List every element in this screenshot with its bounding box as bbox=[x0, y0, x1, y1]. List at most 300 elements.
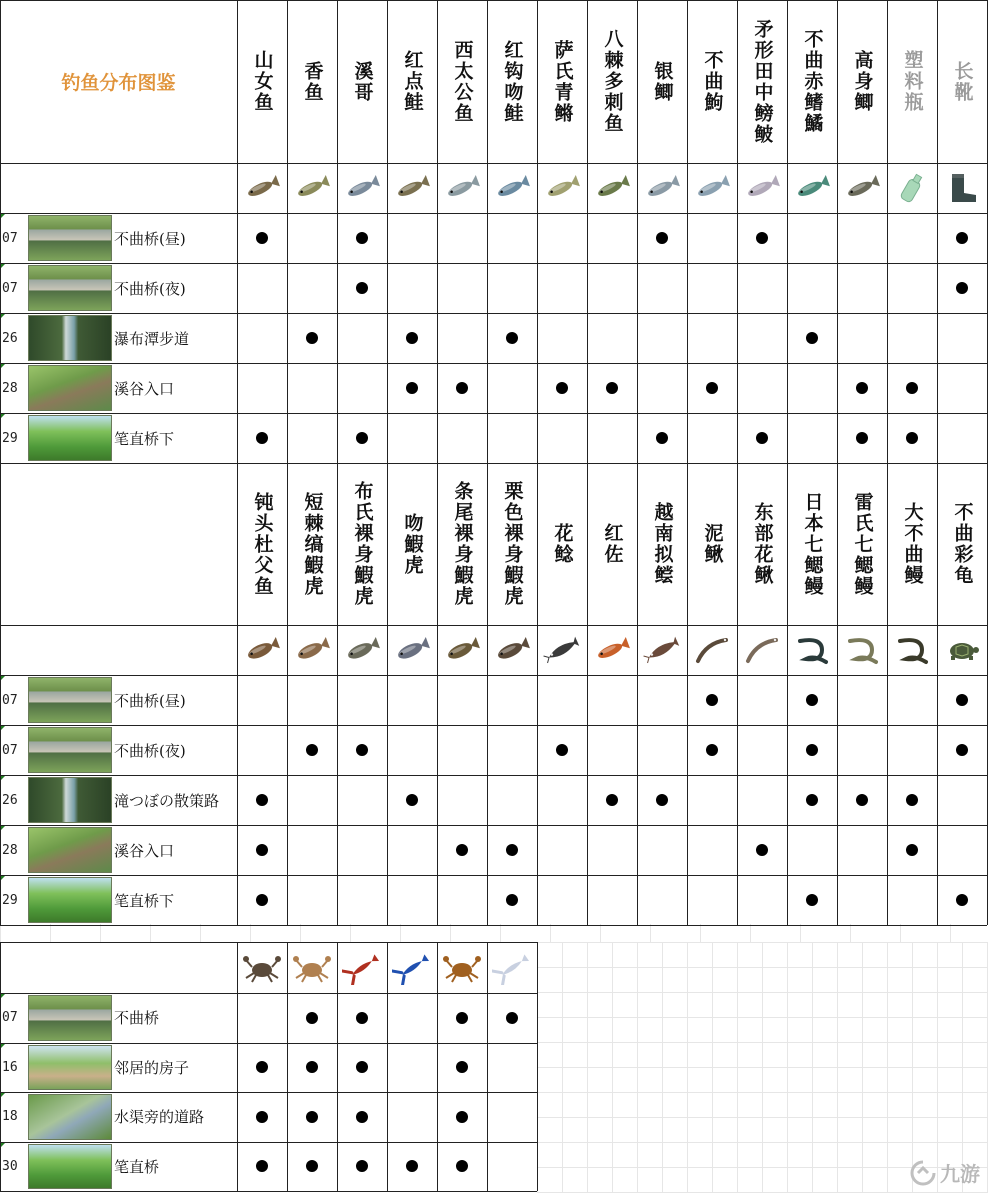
grid-line bbox=[0, 825, 987, 826]
grid-line bbox=[837, 463, 838, 925]
column-icon-cell bbox=[687, 625, 737, 675]
grid-line bbox=[0, 775, 987, 776]
column-header: 山女鱼 bbox=[251, 50, 274, 113]
presence-dot bbox=[456, 1012, 468, 1024]
presence-dot bbox=[956, 894, 968, 906]
column-header: 塑料瓶 bbox=[901, 50, 924, 113]
location-thumbnail bbox=[28, 1144, 112, 1190]
presence-dot bbox=[456, 844, 468, 856]
fish-icon bbox=[842, 171, 882, 205]
presence-dot bbox=[256, 232, 268, 244]
crab-icon bbox=[242, 951, 282, 985]
presence-dot bbox=[656, 232, 668, 244]
crayfish-icon bbox=[392, 951, 432, 985]
column-icon-cell bbox=[487, 942, 537, 993]
presence-dot bbox=[956, 282, 968, 294]
grid-line bbox=[237, 942, 238, 1191]
loach-icon bbox=[742, 633, 782, 667]
grid-line bbox=[437, 942, 438, 1191]
presence-dot bbox=[856, 794, 868, 806]
column-icon-cell bbox=[237, 163, 287, 213]
presence-dot bbox=[556, 744, 568, 756]
location-code: 07 bbox=[2, 692, 18, 708]
location-code: 18 bbox=[2, 1109, 18, 1125]
fish-icon bbox=[792, 171, 832, 205]
grid-line bbox=[0, 625, 987, 626]
grid-line bbox=[0, 925, 987, 926]
column-header: 高身鲫 bbox=[851, 50, 874, 113]
grid-line bbox=[837, 0, 838, 463]
presence-dot bbox=[306, 1061, 318, 1073]
location-thumbnail bbox=[28, 727, 112, 773]
presence-dot bbox=[656, 432, 668, 444]
presence-dot bbox=[956, 744, 968, 756]
presence-dot bbox=[456, 1061, 468, 1073]
column-icon-cell bbox=[737, 163, 787, 213]
location-thumbnail bbox=[28, 265, 112, 311]
presence-dot bbox=[356, 282, 368, 294]
bg-grid-line bbox=[537, 1042, 988, 1043]
grid-line bbox=[487, 942, 488, 1191]
presence-dot bbox=[356, 232, 368, 244]
grid-line bbox=[387, 942, 388, 1191]
presence-dot bbox=[306, 332, 318, 344]
column-header: 银鲫 bbox=[651, 60, 674, 103]
grid-line bbox=[437, 463, 438, 925]
column-icon-cell bbox=[387, 625, 437, 675]
column-icon-cell bbox=[837, 163, 887, 213]
column-header: 东部花鳅 bbox=[751, 502, 774, 586]
fish-icon bbox=[742, 171, 782, 205]
loach-icon bbox=[692, 633, 732, 667]
location-thumbnail bbox=[28, 1045, 112, 1091]
presence-dot bbox=[356, 1061, 368, 1073]
presence-dot bbox=[256, 432, 268, 444]
grid-line bbox=[537, 942, 538, 1191]
column-header: 西太公鱼 bbox=[451, 39, 474, 124]
watermark bbox=[910, 1158, 980, 1187]
location-thumbnail bbox=[28, 827, 112, 873]
presence-dot bbox=[456, 382, 468, 394]
grid-line bbox=[287, 0, 288, 463]
location-thumbnail bbox=[28, 215, 112, 261]
grid-line bbox=[0, 1043, 537, 1044]
column-icon-cell bbox=[887, 625, 937, 675]
column-header: 八棘多刺鱼 bbox=[601, 29, 624, 134]
column-icon-cell bbox=[337, 942, 387, 993]
grid-line bbox=[387, 463, 388, 925]
presence-dot bbox=[956, 232, 968, 244]
bg-grid-line bbox=[900, 924, 901, 942]
grid-line bbox=[0, 1142, 537, 1143]
location-name: 滝つぼの散策路 bbox=[114, 791, 220, 810]
location-code: 07 bbox=[2, 742, 18, 758]
presence-dot bbox=[256, 794, 268, 806]
watermark-logo-icon bbox=[910, 1160, 936, 1186]
presence-dot bbox=[906, 794, 918, 806]
location-name: 笔直桥下 bbox=[114, 891, 175, 910]
presence-dot bbox=[906, 432, 918, 444]
presence-dot bbox=[306, 1111, 318, 1123]
bg-grid-line bbox=[800, 924, 801, 942]
bg-grid-line bbox=[450, 924, 451, 942]
fish-icon bbox=[642, 171, 682, 205]
location-name: 瀑布潭步道 bbox=[114, 329, 190, 348]
column-header: 吻鰕虎 bbox=[401, 512, 424, 576]
presence-dot bbox=[956, 694, 968, 706]
bg-grid-line bbox=[350, 924, 351, 942]
bg-grid-line bbox=[150, 924, 151, 942]
bg-grid-line bbox=[700, 924, 701, 942]
bottle-icon bbox=[892, 171, 932, 205]
location-thumbnail bbox=[28, 365, 112, 411]
column-icon-cell bbox=[787, 625, 837, 675]
column-header: 不曲鮈 bbox=[701, 50, 724, 113]
fish-icon bbox=[592, 171, 632, 205]
grid-line bbox=[587, 0, 588, 463]
crab-icon bbox=[442, 951, 482, 985]
column-icon-cell bbox=[237, 625, 287, 675]
location-thumbnail bbox=[28, 777, 112, 823]
bg-grid-line bbox=[300, 924, 301, 942]
catfish-icon bbox=[542, 633, 582, 667]
presence-dot bbox=[306, 744, 318, 756]
presence-dot bbox=[456, 1111, 468, 1123]
presence-dot bbox=[256, 1061, 268, 1073]
location-code: 28 bbox=[2, 380, 18, 396]
presence-dot bbox=[806, 332, 818, 344]
location-code: 29 bbox=[2, 430, 18, 446]
presence-dot bbox=[906, 382, 918, 394]
presence-dot bbox=[806, 894, 818, 906]
presence-dot bbox=[906, 844, 918, 856]
grid-line bbox=[237, 0, 238, 463]
column-icon-cell bbox=[337, 163, 387, 213]
grid-line bbox=[787, 0, 788, 463]
grid-line bbox=[387, 0, 388, 463]
presence-dot bbox=[356, 1012, 368, 1024]
grid-line bbox=[587, 463, 588, 925]
presence-dot bbox=[606, 794, 618, 806]
presence-dot bbox=[406, 1160, 418, 1172]
column-header: 短棘缟鰕虎 bbox=[301, 491, 324, 597]
grid-line bbox=[887, 463, 888, 925]
column-header: 香鱼 bbox=[301, 60, 324, 103]
bg-grid-line bbox=[537, 992, 988, 993]
bg-grid-line bbox=[537, 1142, 988, 1143]
grid-line bbox=[0, 942, 537, 943]
crayfish-icon bbox=[342, 951, 382, 985]
presence-dot bbox=[356, 1160, 368, 1172]
presence-dot bbox=[356, 1111, 368, 1123]
column-icon-cell bbox=[587, 625, 637, 675]
fish-icon bbox=[542, 171, 582, 205]
grid-line bbox=[0, 725, 987, 726]
column-icon-cell bbox=[387, 942, 437, 993]
column-icon-cell bbox=[437, 942, 487, 993]
location-name: 溪谷入口 bbox=[114, 379, 175, 398]
grid-line bbox=[0, 263, 987, 264]
grid-line bbox=[237, 463, 238, 925]
column-header: 矛形田中鳑鲏 bbox=[751, 18, 774, 145]
location-thumbnail bbox=[28, 1094, 112, 1140]
location-thumbnail bbox=[28, 315, 112, 361]
grid-line bbox=[937, 463, 938, 925]
bg-grid-line bbox=[950, 924, 951, 942]
column-icon-cell bbox=[437, 163, 487, 213]
location-code: 16 bbox=[2, 1059, 18, 1075]
bg-grid-line bbox=[537, 942, 988, 943]
location-name: 邻居的房子 bbox=[114, 1058, 190, 1077]
presence-dot bbox=[806, 694, 818, 706]
location-thumbnail bbox=[28, 995, 112, 1041]
column-header: 红钩吻鲑 bbox=[501, 39, 524, 124]
column-icon-cell bbox=[487, 163, 537, 213]
column-header: 溪哥 bbox=[351, 60, 374, 103]
column-icon-cell bbox=[487, 625, 537, 675]
fish-icon bbox=[692, 171, 732, 205]
eel-icon bbox=[892, 633, 932, 667]
grid-line bbox=[887, 0, 888, 463]
grid-line bbox=[287, 463, 288, 925]
column-icon-cell bbox=[287, 942, 337, 993]
grid-line bbox=[687, 463, 688, 925]
location-name: 笔直桥下 bbox=[114, 429, 175, 448]
presence-dot bbox=[506, 332, 518, 344]
grid-line bbox=[487, 463, 488, 925]
location-thumbnail bbox=[28, 677, 112, 723]
bg-grid-line bbox=[500, 924, 501, 942]
presence-dot bbox=[256, 894, 268, 906]
grid-line bbox=[0, 875, 987, 876]
bg-grid-line bbox=[100, 924, 101, 942]
presence-dot bbox=[406, 382, 418, 394]
column-header: 萨氏青鳉 bbox=[551, 39, 574, 124]
column-header: 条尾裸身鰕虎 bbox=[451, 481, 474, 607]
goby-icon bbox=[292, 633, 332, 667]
column-header: 布氏裸身鰕虎 bbox=[351, 481, 374, 607]
column-header: 钝头杜父鱼 bbox=[251, 491, 274, 597]
grid-line bbox=[337, 0, 338, 463]
fish-icon bbox=[442, 171, 482, 205]
boot-icon bbox=[942, 171, 982, 205]
column-icon-cell bbox=[637, 163, 687, 213]
bg-grid-line bbox=[650, 924, 651, 942]
column-header: 越南拟鲿 bbox=[651, 502, 674, 586]
location-name: 不曲桥(夜) bbox=[114, 741, 186, 760]
bg-grid-line bbox=[537, 1092, 988, 1093]
grid-line bbox=[0, 1092, 537, 1093]
grid-line bbox=[737, 0, 738, 463]
grid-line bbox=[287, 942, 288, 1191]
location-name: 不曲桥(昼) bbox=[114, 229, 186, 248]
column-header: 不曲彩龟 bbox=[951, 502, 974, 586]
column-icon-cell bbox=[787, 163, 837, 213]
grid-line bbox=[687, 0, 688, 463]
presence-dot bbox=[756, 844, 768, 856]
bg-grid-line bbox=[250, 924, 251, 942]
bg-grid-line bbox=[550, 924, 551, 942]
column-header: 花鲶 bbox=[551, 523, 574, 565]
location-name: 水渠旁的道路 bbox=[114, 1108, 205, 1127]
bg-grid-line bbox=[200, 924, 201, 942]
bg-grid-line bbox=[850, 924, 851, 942]
column-icon-cell bbox=[687, 163, 737, 213]
location-code: 07 bbox=[2, 280, 18, 296]
grid-line bbox=[337, 463, 338, 925]
column-header: 栗色裸身鰕虎 bbox=[501, 481, 524, 607]
column-icon-cell bbox=[537, 163, 587, 213]
presence-dot bbox=[556, 382, 568, 394]
presence-dot bbox=[706, 744, 718, 756]
grid-line bbox=[537, 463, 538, 925]
presence-dot bbox=[506, 844, 518, 856]
bg-grid-line bbox=[0, 924, 1, 942]
grid-line bbox=[937, 0, 938, 463]
presence-dot bbox=[356, 744, 368, 756]
presence-dot bbox=[456, 1160, 468, 1172]
presence-dot bbox=[706, 694, 718, 706]
presence-dot bbox=[306, 1160, 318, 1172]
grid-line bbox=[0, 1191, 537, 1192]
fish-icon bbox=[392, 171, 432, 205]
goby-icon bbox=[492, 633, 532, 667]
grid-line bbox=[0, 942, 1, 1191]
column-icon-cell bbox=[837, 625, 887, 675]
grid-line bbox=[0, 0, 987, 1]
goby-icon bbox=[392, 633, 432, 667]
presence-dot bbox=[256, 844, 268, 856]
location-name: 笔直桥 bbox=[114, 1157, 160, 1176]
column-icon-cell bbox=[437, 625, 487, 675]
fish-icon bbox=[242, 171, 282, 205]
location-name: 溪谷入口 bbox=[114, 841, 175, 860]
column-icon-cell bbox=[287, 625, 337, 675]
watermark-text: 九游 bbox=[940, 1162, 980, 1186]
grid-line bbox=[0, 363, 987, 364]
goby-icon bbox=[342, 633, 382, 667]
column-header: 雷氏七鳃鳗 bbox=[851, 491, 874, 597]
grid-line bbox=[787, 463, 788, 925]
bg-grid-line bbox=[537, 1017, 988, 1018]
presence-dot bbox=[656, 794, 668, 806]
grid-line bbox=[0, 993, 537, 994]
column-icon-cell bbox=[287, 163, 337, 213]
fish-icon bbox=[492, 171, 532, 205]
presence-dot bbox=[306, 1012, 318, 1024]
column-icon-cell bbox=[587, 163, 637, 213]
presence-dot bbox=[356, 432, 368, 444]
bg-grid-line bbox=[600, 924, 601, 942]
grid-line bbox=[637, 463, 638, 925]
eel-icon bbox=[792, 633, 832, 667]
presence-dot bbox=[756, 432, 768, 444]
page-title: 钓鱼分布图鉴 bbox=[61, 72, 176, 94]
crab-icon bbox=[292, 951, 332, 985]
location-code: 26 bbox=[2, 330, 18, 346]
presence-dot bbox=[256, 1160, 268, 1172]
turtle-icon bbox=[942, 633, 982, 667]
grid-line bbox=[337, 942, 338, 1191]
column-header: 红点鲑 bbox=[401, 50, 424, 113]
location-code: 07 bbox=[2, 1010, 18, 1026]
grid-line bbox=[487, 0, 488, 463]
presence-dot bbox=[856, 382, 868, 394]
catfish-icon bbox=[642, 633, 682, 667]
bg-grid-line bbox=[50, 924, 51, 942]
bg-grid-line bbox=[750, 924, 751, 942]
column-icon-cell bbox=[937, 163, 987, 213]
bg-grid-line bbox=[537, 967, 988, 968]
presence-dot bbox=[256, 1111, 268, 1123]
location-name: 不曲桥 bbox=[114, 1009, 160, 1028]
column-header: 不曲赤鳍鱊 bbox=[801, 29, 824, 134]
presence-dot bbox=[506, 894, 518, 906]
presence-dot bbox=[806, 744, 818, 756]
grid-line bbox=[0, 463, 987, 464]
column-header: 红佐 bbox=[601, 523, 624, 565]
column-header: 泥鳅 bbox=[701, 523, 724, 565]
column-header: 大不曲鳗 bbox=[901, 502, 924, 586]
grid-line bbox=[537, 0, 538, 463]
presence-dot bbox=[756, 232, 768, 244]
bg-grid-line bbox=[400, 924, 401, 942]
grid-line bbox=[0, 213, 987, 214]
presence-dot bbox=[706, 382, 718, 394]
column-header: 长靴 bbox=[951, 60, 974, 103]
grid-line bbox=[437, 0, 438, 463]
column-header: 日本七鳃鳗 bbox=[801, 491, 824, 597]
presence-dot bbox=[856, 432, 868, 444]
column-icon-cell bbox=[737, 625, 787, 675]
grid-line bbox=[0, 675, 987, 676]
location-name: 不曲桥(昼) bbox=[114, 691, 186, 710]
fish-icon bbox=[292, 171, 332, 205]
location-code: 26 bbox=[2, 792, 18, 808]
location-code: 28 bbox=[2, 842, 18, 858]
fish-icon bbox=[342, 171, 382, 205]
presence-dot bbox=[506, 1012, 518, 1024]
grid-line bbox=[637, 0, 638, 463]
grid-line bbox=[0, 463, 1, 925]
eel-icon bbox=[842, 633, 882, 667]
sculpin-icon bbox=[242, 633, 282, 667]
grid-line bbox=[0, 163, 987, 164]
column-icon-cell bbox=[937, 625, 987, 675]
location-thumbnail bbox=[28, 415, 112, 461]
bg-grid-line bbox=[537, 1117, 988, 1118]
column-icon-cell bbox=[537, 625, 587, 675]
presence-dot bbox=[406, 794, 418, 806]
column-icon-cell bbox=[387, 163, 437, 213]
location-code: 29 bbox=[2, 892, 18, 908]
column-icon-cell bbox=[887, 163, 937, 213]
presence-dot bbox=[406, 332, 418, 344]
location-code: 07 bbox=[2, 230, 18, 246]
location-name: 不曲桥(夜) bbox=[114, 279, 186, 298]
grid-line bbox=[737, 463, 738, 925]
fish-icon bbox=[592, 633, 632, 667]
bg-grid-line bbox=[537, 1067, 988, 1068]
column-icon-cell bbox=[637, 625, 687, 675]
goby-icon bbox=[442, 633, 482, 667]
crayfish-icon bbox=[492, 951, 532, 985]
column-icon-cell bbox=[237, 942, 287, 993]
location-thumbnail bbox=[28, 877, 112, 923]
grid-line bbox=[0, 313, 987, 314]
presence-dot bbox=[806, 794, 818, 806]
presence-dot bbox=[606, 382, 618, 394]
